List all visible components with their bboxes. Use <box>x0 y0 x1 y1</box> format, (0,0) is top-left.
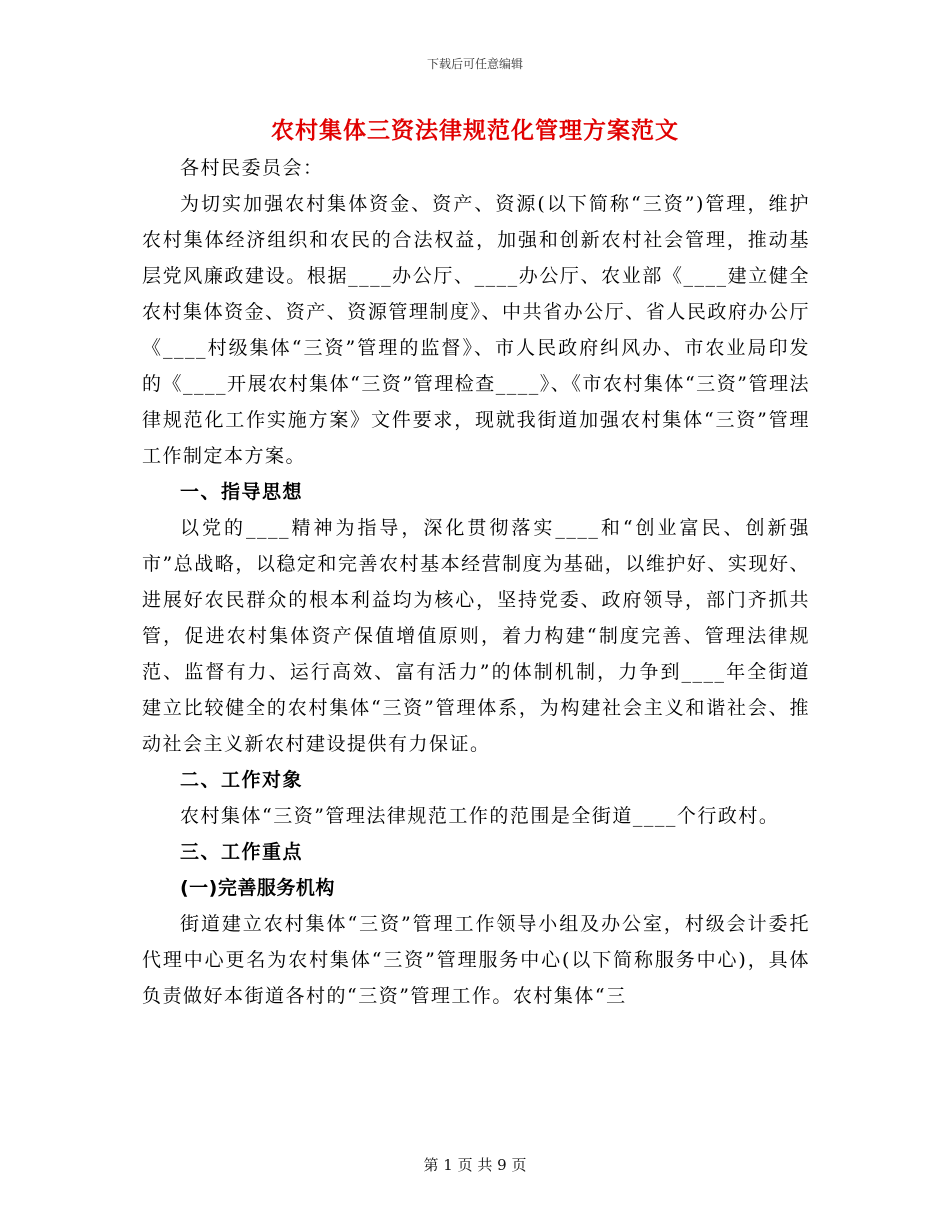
section-heading-work-focus: 三、工作重点 <box>180 841 304 863</box>
document-body <box>142 150 810 1014</box>
section-text-guiding-ideology: 以党的____精神为指导，深化贯彻落实____和“创业富民、创新强市”总战略，以稳定和完善农村基本经营制度为基础，以维护好、实现好、进展好农民群众的根本利益均为核心，坚持党委、政府领导，部门齐抓共管，促进农村集体资产保值增值原则，着力构建“制度完善、管理法律规范、监督有力、运行高效、富有活力”的体制机制，力争到____年全街道建立比较健全的农村集体“三资”管理体系，为构建社会主义和谐社会、推动社会主义新农村建设提供有力保证。 <box>142 517 810 755</box>
document-title: 农村集体三资法律规范化管理方案范文 <box>271 118 679 144</box>
subsection-heading-service-institution: (一)完善服务机构 <box>180 877 335 899</box>
section-heading-work-object: 二、工作对象 <box>180 769 304 791</box>
intro-paragraph: 为切实加强农村集体资金、资产、资源(以下简称“三资”)管理，维护农村集体经济组织和农民的合法权益，加强和创新农村社会管理，推动基层党风廉政建设。根据____办公厅、____办公厅、农业部《____建立健全农村集体资金、资产、资源管理制度》、中共省办公厅、省人民政府办公厅《____村级集体“三资”管理的监督》、市人民政府纠风办、市农业局印发的《____开展农村集体“三资”管理检查____》、《市农村集体“三资”管理法律规范化工作实施方案》文件要求，现就我街道加强农村集体“三资”管理工作制定本方案。 <box>142 193 810 467</box>
section-text-work-object: 农村集体“三资”管理法律规范工作的范围是全街道____个行政村。 <box>180 805 780 827</box>
section-heading-guiding-ideology: 一、指导思想 <box>180 481 304 503</box>
header-note: 下载后可任意编辑 <box>426 57 523 71</box>
section-text-service-institution: 街道建立农村集体“三资”管理工作领导小组及办公室，村级会计委托代理中心更名为农村集体“三资”管理服务中心(以下简称服务中心)，具体负责做好本街道各村的“三资”管理工作。农村集体“三 <box>142 913 810 1007</box>
salutation: 各村民委员会： <box>180 157 324 179</box>
page-footer: 第 1 页 共 9 页 <box>423 1156 527 1174</box>
